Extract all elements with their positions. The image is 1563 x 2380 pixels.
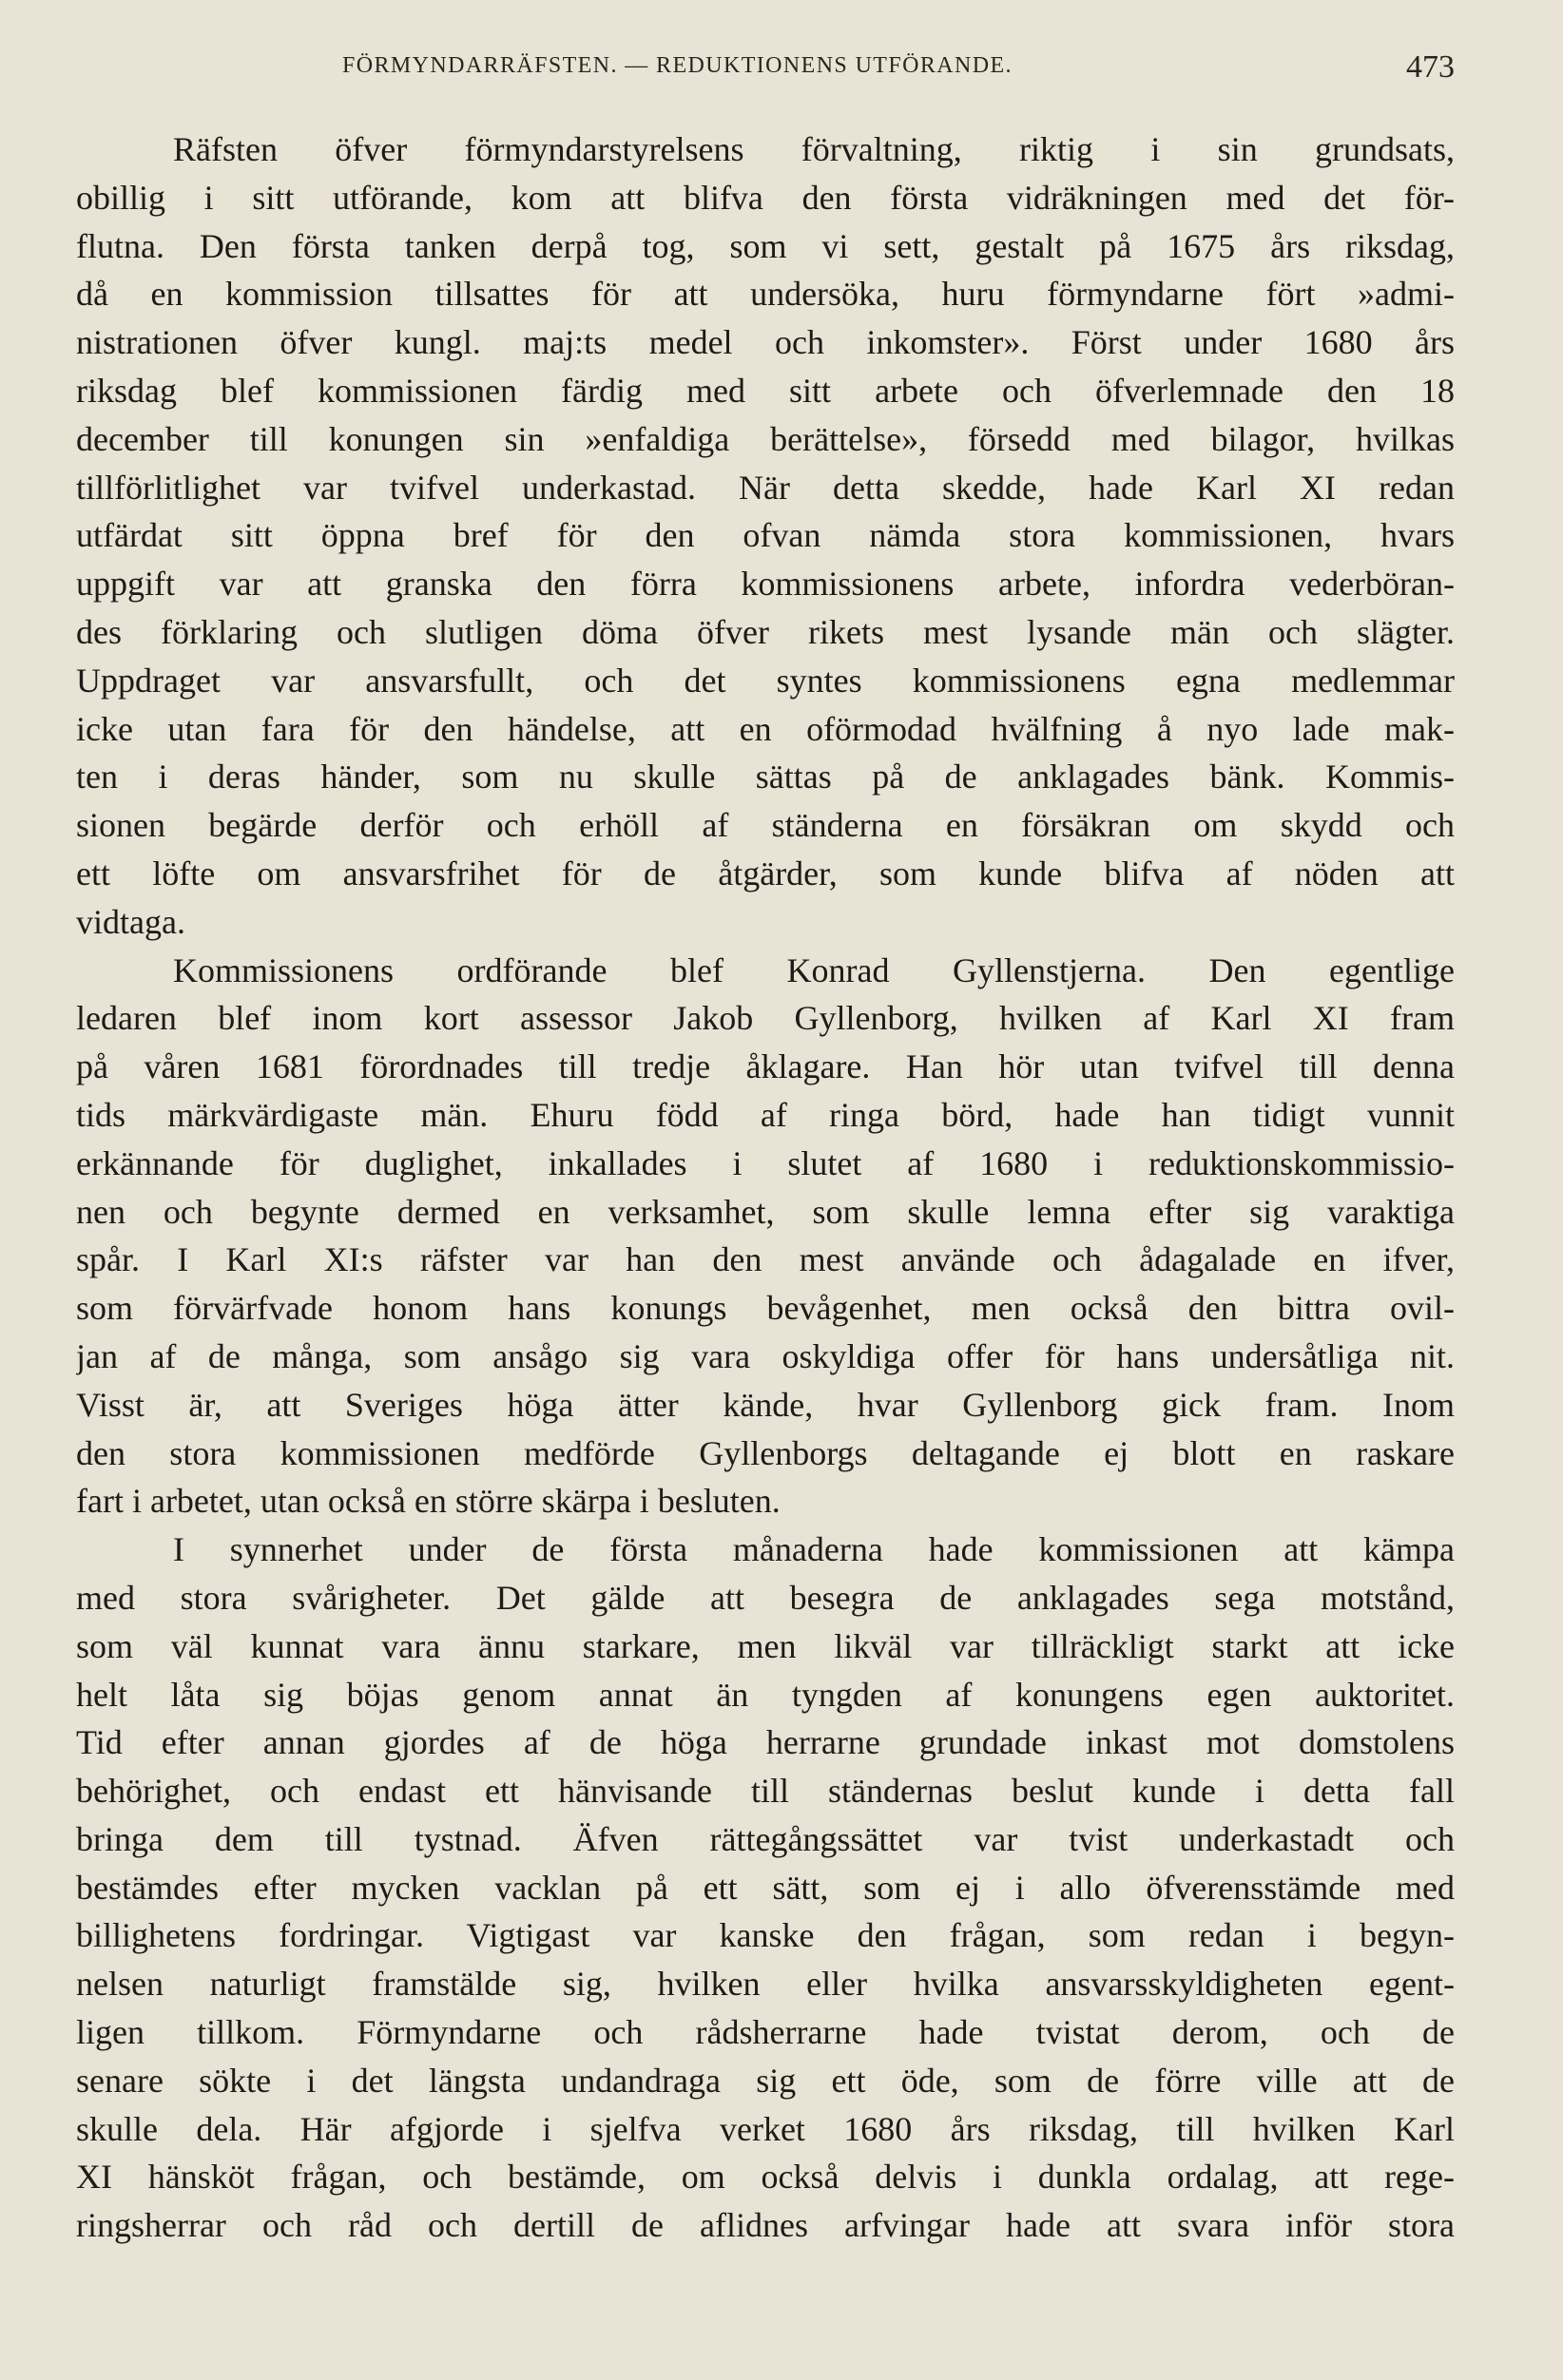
text-line: spår. I Karl XI:s räfster var han den mest använde och ådagalade en ifver, bbox=[76, 1240, 1455, 1279]
text-line: obillig i sitt utförande, kom att blifva den första vidräkningen med det för- bbox=[76, 178, 1455, 217]
text-line: ledaren blef inom kort assessor Jakob Gyllenborg, hvilken af Karl XI fram bbox=[76, 999, 1455, 1038]
running-head: FÖRMYNDARRÄFSTEN. — REDUKTIONENS UTFÖRANDE. bbox=[342, 53, 1013, 78]
text-line: uppgift var att granska den förra kommissionens arbete, infordra vederböran- bbox=[76, 565, 1455, 604]
page-number: 473 bbox=[1406, 49, 1455, 85]
text-line: XI hänsköt frågan, och bestämde, om också delvis i dunkla ordalag, att rege- bbox=[76, 2158, 1455, 2197]
text-line: som förvärfvade honom hans konungs bevågenhet, men också den bittra ovil- bbox=[76, 1289, 1455, 1328]
text-line: bringa dem till tystnad. Äfven rättegångssättet var tvist underkastadt och bbox=[76, 1819, 1455, 1858]
text-line: riksdag blef kommissionen färdig med sitt arbete och öfverlemnade den 18 bbox=[76, 371, 1455, 410]
text-line: bestämdes efter mycken vacklan på ett sätt, som ej i allo öfverensstämde med bbox=[76, 1868, 1455, 1907]
text-line: helt låta sig böjas genom annat än tyngden af konungens egen auktoritet. bbox=[76, 1675, 1455, 1714]
text-line: med stora svårigheter. Det gälde att besegra de anklagades sega motstånd, bbox=[76, 1578, 1455, 1617]
text-line: den stora kommissionen medförde Gyllenborgs deltagande ej blott en raskare bbox=[76, 1433, 1455, 1472]
text-line: sionen begärde derför och erhöll af ständerna en försäkran om skydd och bbox=[76, 806, 1455, 845]
text-line: december till konungen sin »enfaldiga berättelse», försedd med bilagor, hvilkas bbox=[76, 419, 1455, 458]
text-line: I synnerhet under de första månaderna hade kommissionen att kämpa bbox=[173, 1530, 1455, 1569]
text-line: Räfsten öfver förmyndarstyrelsens förvaltning, riktig i sin grundsats, bbox=[173, 130, 1455, 168]
text-line: ett löfte om ansvarsfrihet för de åtgärder, som kunde blifva af nöden att bbox=[76, 854, 1455, 892]
text-line: erkännande för duglighet, inkallades i slutet af 1680 i reduktionskommissio- bbox=[76, 1143, 1455, 1182]
text-line: icke utan fara för den händelse, att en oförmodad hvälfning å nyo lade mak- bbox=[76, 709, 1455, 748]
text-line: fart i arbetet, utan också en större skärpa i besluten. bbox=[76, 1482, 781, 1521]
text-line: utfärdat sitt öppna bref för den ofvan nämda stora kommissionen, hvars bbox=[76, 516, 1455, 555]
text-line: Tid efter annan gjordes af de höga herrarne grundade inkast mot domstolens bbox=[76, 1723, 1455, 1762]
text-line: billighetens fordringar. Vigtigast var kanske den frågan, som redan i begyn- bbox=[76, 1916, 1455, 1955]
text-line: ten i deras händer, som nu skulle sättas på de anklagades bänk. Kommis- bbox=[76, 758, 1455, 797]
text-line: tids märkvärdigaste män. Ehuru född af ringa börd, hade han tidigt vunnit bbox=[76, 1095, 1455, 1134]
text-line: som väl kunnat vara ännu starkare, men likväl var tillräckligt starkt att icke bbox=[76, 1626, 1455, 1665]
text-line: flutna. Den första tanken derpå tog, som vi sett, gestalt på 1675 års riksdag, bbox=[76, 226, 1455, 265]
text-line: vidtaga. bbox=[76, 902, 185, 941]
text-line: behörighet, och endast ett hänvisande till ständernas beslut kunde i detta fall bbox=[76, 1772, 1455, 1811]
text-line: nelsen naturligt framstälde sig, hvilken eller hvilka ansvarsskyldigheten egent- bbox=[76, 1965, 1455, 2004]
text-line: på våren 1681 förordnades till tredje åklagare. Han hör utan tvifvel till denna bbox=[76, 1047, 1455, 1086]
text-line: ringsherrar och råd och dertill de aflidnes arfvingar hade att svara inför stora bbox=[76, 2206, 1455, 2245]
text-line: Kommissionens ordförande blef Konrad Gyllenstjerna. Den egentlige bbox=[173, 950, 1455, 989]
text-line: Visst är, att Sveriges höga ätter kände, hvar Gyllenborg gick fram. Inom bbox=[76, 1385, 1455, 1424]
text-line: skulle dela. Här afgjorde i sjelfva verket 1680 års riksdag, till hvilken Karl bbox=[76, 2109, 1455, 2148]
text-line: tillförlitlighet var tvifvel underkastad. När detta skedde, hade Karl XI redan bbox=[76, 468, 1455, 507]
text-line: jan af de många, som ansågo sig vara oskyldiga offer för hans undersåtliga nit. bbox=[76, 1336, 1455, 1375]
text-line: senare sökte i det längsta undandraga sig ett öde, som de förre ville att de bbox=[76, 2061, 1455, 2100]
text-line: nen och begynte dermed en verksamhet, som skulle lemna efter sig varaktiga bbox=[76, 1192, 1455, 1231]
text-line: Uppdraget var ansvarsfullt, och det syntes kommissionens egna medlemmar bbox=[76, 661, 1455, 700]
text-line: ligen tillkom. Förmyndarne och rådsherrarne hade tvistat derom, och de bbox=[76, 2013, 1455, 2052]
body-text bbox=[76, 125, 1455, 2250]
text-line: des förklaring och slutligen döma öfver rikets mest lysande män och slägter. bbox=[76, 612, 1455, 651]
text-line: nistrationen öfver kungl. maj:ts medel och inkomster». Först under 1680 års bbox=[76, 323, 1455, 362]
page-header bbox=[76, 49, 1455, 87]
text-line: då en kommission tillsattes för att undersöka, huru förmyndarne fört »admi- bbox=[76, 275, 1455, 314]
